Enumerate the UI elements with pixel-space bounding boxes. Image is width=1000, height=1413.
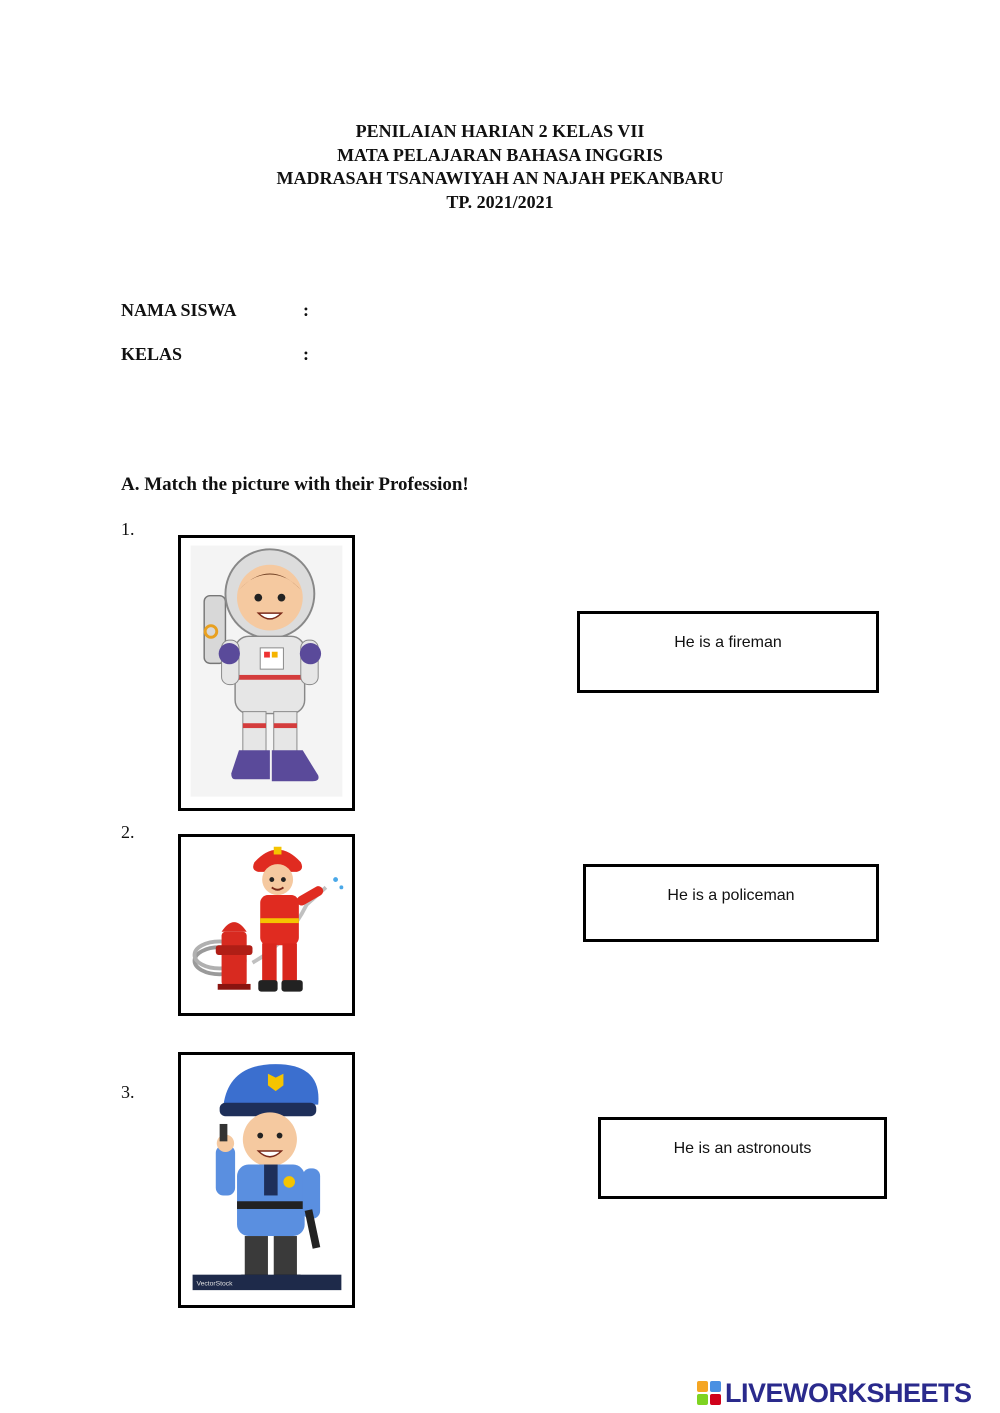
police-officer-picture[interactable] <box>178 1052 355 1308</box>
answer-box-3[interactable] <box>598 1117 887 1199</box>
liveworksheets-logo-icon <box>697 1381 721 1405</box>
question-number-3: 3. <box>121 1082 135 1102</box>
answer-text-1: He is a fireman <box>674 634 782 651</box>
header-line-4: TP. 2021/2021 <box>446 191 554 212</box>
answer-text-3: He is an astronouts <box>673 1140 812 1157</box>
student-class-label: KELAS <box>121 344 183 364</box>
section-title: A. Match the picture with their Profession! <box>121 474 469 495</box>
student-class-field <box>121 344 309 365</box>
stock-watermark-label: VectorStock <box>196 1280 233 1288</box>
police-officer-illustration <box>181 1055 352 1305</box>
question-number-1: 1. <box>121 519 135 539</box>
student-name-field <box>121 300 309 321</box>
student-name-label: NAMA SISWA <box>121 300 237 320</box>
liveworksheets-logo <box>697 1378 972 1408</box>
answer-box-2[interactable] <box>583 864 879 942</box>
astronaut-illustration <box>181 538 352 808</box>
student-name-colon: : <box>303 300 309 320</box>
question-number-2: 2. <box>121 822 135 842</box>
firefighter-illustration <box>181 837 352 1013</box>
student-class-colon: : <box>303 344 309 364</box>
worksheet-header <box>0 120 1000 214</box>
answer-box-1[interactable] <box>577 611 879 693</box>
astronaut-picture[interactable] <box>178 535 355 811</box>
firefighter-picture[interactable] <box>178 834 355 1016</box>
answer-text-2: He is a policeman <box>667 887 795 904</box>
liveworksheets-logo-text: LIVEWORKSHEETS <box>725 1377 972 1408</box>
header-line-3: MADRASAH TSANAWIYAH AN NAJAH PEKANBARU <box>276 168 724 188</box>
header-line-1: PENILAIAN HARIAN 2 KELAS VII <box>355 121 645 141</box>
header-line-2: MATA PELAJARAN BAHASA INGGRIS <box>337 144 663 165</box>
